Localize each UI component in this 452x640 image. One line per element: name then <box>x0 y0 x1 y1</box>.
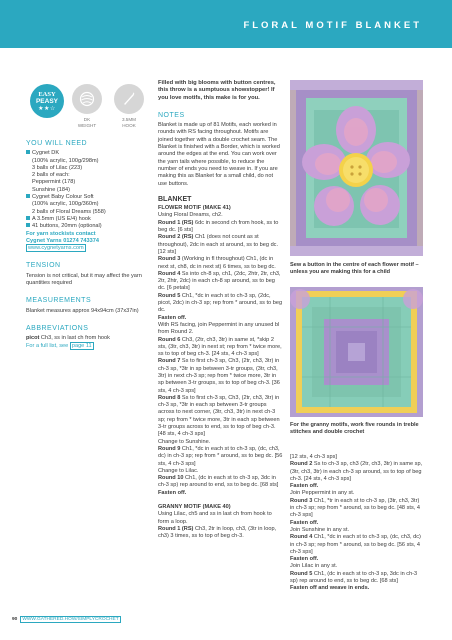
granny-motif-photo <box>290 287 423 417</box>
notes-heading: NOTES <box>158 111 185 119</box>
materials-heading: YOU WILL NEED <box>26 140 88 147</box>
pattern-round: Round 1 (RS) Ch3, 2tr in loop, ch3, (3tr in loop, ch3) 3 times, ss to top of beg ch-3. <box>158 525 277 540</box>
page-footer <box>12 617 121 622</box>
pattern-round: Round 5 Ch1, (dc in each st to ch-3 sp, 3dc in ch-3 sp) rep around to end, ss to beg dc. [68 sts] <box>290 570 418 585</box>
instruction-text: Change to Lilac. <box>158 467 199 474</box>
footer-website-link[interactable]: WWW.GATHERED.HOW/SIMPLYCROCHET <box>22 617 119 622</box>
crochet-hook-icon <box>121 91 137 107</box>
stockists-phone: Cygnet Yarns 01274 743374 <box>26 237 99 244</box>
pattern-round: Round 5 Ch1, *dc in each st to ch-3 sp, (2dc, picot, 2dc) in ch-3 sp; rep from * around, ss to beg dc. <box>158 292 283 314</box>
materials-column <box>26 140 144 350</box>
instruction-text: Join Peppermint in any st. <box>290 490 355 497</box>
abbreviation-item: picot Ch3, ss in last ch from hook <box>26 335 110 342</box>
fasten-off: Fasten off. <box>290 556 319 563</box>
photo-caption: For the granny motifs, work five rounds in treble stitches and double crochet <box>290 422 419 435</box>
yarn-weight-label: DK WEIGHT <box>77 117 97 128</box>
material-item: Cygnet DK <box>26 150 144 157</box>
photo-caption: Sew a button in the centre of each flower motif – unless you are making this for a child <box>290 262 419 275</box>
instruction-text: With RS facing, join Peppermint in any unused bl from Round 2. <box>158 321 280 336</box>
header-bar <box>0 0 452 48</box>
flower-motif-photo <box>290 80 423 256</box>
pattern-round: Round 1 (RS) 6dc in second ch from hook, ss to beg dc. [6 sts] <box>158 219 279 234</box>
stockists-text: For yarn stockists contact <box>26 230 96 237</box>
bullet-square-icon <box>26 216 30 220</box>
pattern-round: Round 4 Ss into ch-8 sp, ch1, (2dc, 2htr, 2tr, ch3, 2tr, 2htr, 2dc) in each ch-8 sp around, ss to beg dc. [6 petals] <box>158 270 281 292</box>
abbreviations-more: For a full list, see page 11 <box>26 342 92 349</box>
hook-size-label: 3.5MM HOOK <box>121 117 137 128</box>
pattern-round: Round 9 Ch1, *dc in each st to ch-3 sp, (dc, ch3, dc) in ch-3 sp; rep from * around, ss to beg dc. [56 sts, 4 ch-3 sps] <box>158 445 283 467</box>
pattern-round: Round 4 Ch1, *dc in each st to ch-3 sp, (dc, ch3, dc) in ch-3 sp; rep from * around, ss to beg dc. [56 sts, 4 ch-3 sps] <box>290 534 421 555</box>
material-detail: 2 balls of each: <box>32 172 70 179</box>
page-link[interactable]: page 11 <box>71 342 92 349</box>
stockists-website-link[interactable]: www.cygnetyarns.com <box>28 245 84 252</box>
bullet-square-icon <box>26 150 30 154</box>
intro-text: Filled with big blooms with button centres, this throw is a sumptuous showstopper! If you love motifs, this make is for you. <box>158 80 276 101</box>
pattern-column <box>158 80 283 541</box>
page-title: FLORAL MOTIF BLANKET <box>243 20 422 31</box>
pattern-badges <box>30 84 150 128</box>
bullet-square-icon <box>26 223 30 227</box>
pattern-round: Round 7 Ss to first ch-3 sp, Ch3, (2tr, ch3, 3tr) in ch-3 sp, *3tr in sp between 3-tr groups, (3tr, ch3, 3tr) in next ch-3 sp; rep from * twice more, 3tr in sp between 3-tr groups, ss to top of beg ch-3. [36 sts, 4 ch-3 sps] <box>158 358 280 394</box>
instruction-text: [12 sts, 4 ch-3 sps] <box>290 454 337 460</box>
notes-text: Blanket is made up of 81 Motifs, each worked in rounds with RS facing throughout. Motifs are joined together with a double crochet seam. The Blanket is finished with a Border, which is worked around the edges at the end. You can work over the yarn tails where possible, to reduce the number of ends you need to weave in. If you are making this as Blanket for a small child, do not use buttons. <box>158 122 280 187</box>
fasten-off: Fasten off. <box>158 489 187 496</box>
measurements-heading: MEASUREMENTS <box>26 297 92 305</box>
material-detail: (100% acrylic, 100g/298m) <box>32 157 99 164</box>
yarn-ball-icon <box>79 91 95 107</box>
yarn-weight-badge <box>72 84 102 114</box>
fasten-off: Fasten off and weave in ends. <box>290 585 370 592</box>
fasten-off: Fasten off. <box>158 314 187 321</box>
instruction-text: Using Floral Dreams, ch2. <box>158 212 223 219</box>
pattern-round: Round 6 Ch3, (2tr, ch3, 3tr) in same st, *skip 2 sts, (3tr, ch3, 3tr) in next st; rep from * twice more, ss to top of beg ch-3. [24 sts, 4 ch-3 sps] <box>158 336 282 358</box>
material-detail: Sunshine (184) <box>32 186 70 193</box>
hook-size-badge <box>114 84 144 114</box>
material-item: 41 buttons, 20mm (optional) <box>26 223 144 230</box>
abbreviations-heading: ABBREVIATIONS <box>26 324 89 332</box>
fasten-off: Fasten off. <box>290 483 319 490</box>
pattern-round: Round 2 (RS) Ch1 (does not count as st throughout), 2dc in each st around, ss to beg dc. [12 sts] <box>158 234 279 255</box>
pattern-round: Round 3 (Working in fl throughout) Ch1, (dc in next st, ch8, dc in next st) 6 times, ss to beg dc. <box>158 256 276 270</box>
pattern-round: Round 8 Ss to first ch-3 sp, Ch3, (2tr, ch3, 3tr) in ch-3 sp, *3tr in each sp between 3-tr groups across to next corner, (3tr, ch3, 3tr) in next ch-3 sp; rep from * twice more, 3tr in each sp between 3-tr groups across to end, ss to top of beg ch-3. [48 sts, 4 ch-3 sps] <box>158 394 280 438</box>
difficulty-stars: ★★☆ <box>38 106 56 112</box>
measurements-text: Blanket measures approx 94x94cm (37x37in) <box>26 307 139 314</box>
instruction-text: Join Lilac in any st. <box>290 563 338 570</box>
pattern-column-continued <box>290 454 423 593</box>
tension-text: Tension is not critical, but it may affect the yarn quantities required <box>26 272 142 287</box>
bullet-square-icon <box>26 194 30 198</box>
instruction-text: Join Sunshine in any st. <box>290 526 350 533</box>
difficulty-line2: PEASY <box>35 98 59 105</box>
difficulty-badge <box>30 84 64 118</box>
material-detail: 2 balls of Floral Dreams (558) <box>32 208 106 215</box>
material-item: Cygnet Baby Colour Soft <box>26 194 144 201</box>
material-item: A 3.5mm (US E/4) hook <box>26 216 144 223</box>
difficulty-line1: EASY <box>38 91 56 98</box>
material-detail: Peppermint (178) <box>32 179 76 186</box>
tension-heading: TENSION <box>26 262 61 270</box>
page-number: 90 <box>12 617 18 622</box>
fasten-off: Fasten off. <box>290 519 319 526</box>
pattern-round: Round 10 Ch1, (dc in each st to ch-3 sp, 3dc in ch-3 sp) rep around to end, ss to beg dc. [68 sts] <box>158 475 279 489</box>
blanket-heading: BLANKET <box>158 195 192 203</box>
instruction-text: Change to Sunshine. <box>158 438 211 445</box>
flower-motif-heading: FLOWER MOTIF (MAKE 41) <box>158 205 231 212</box>
pattern-round: Round 2 Ss to ch-3 sp, ch3 (2tr, ch3, 3tr) in same sp, (3tr, ch3, 3tr) in each ch-3 sp around, ss to top of beg ch-3. [24 sts, 4 ch-3 sps] <box>290 461 423 482</box>
pattern-round: Round 3 Ch1, *tr in each st to ch-3 sp, (3tr, ch3, 3tr) in ch-3 sp; rep from * around, ss to beg dc. [48 sts, 4 ch-3 sps] <box>290 497 420 519</box>
instruction-text: Using Lilac, ch5 and ss in last ch from hook to form a loop. <box>158 511 272 525</box>
material-detail: (100% acrylic, 100g/360m) <box>32 201 99 208</box>
material-detail: 3 balls of Lilac (223) <box>32 164 83 171</box>
granny-motif-heading: GRANNY MOTIF (MAKE 40) <box>158 504 231 511</box>
